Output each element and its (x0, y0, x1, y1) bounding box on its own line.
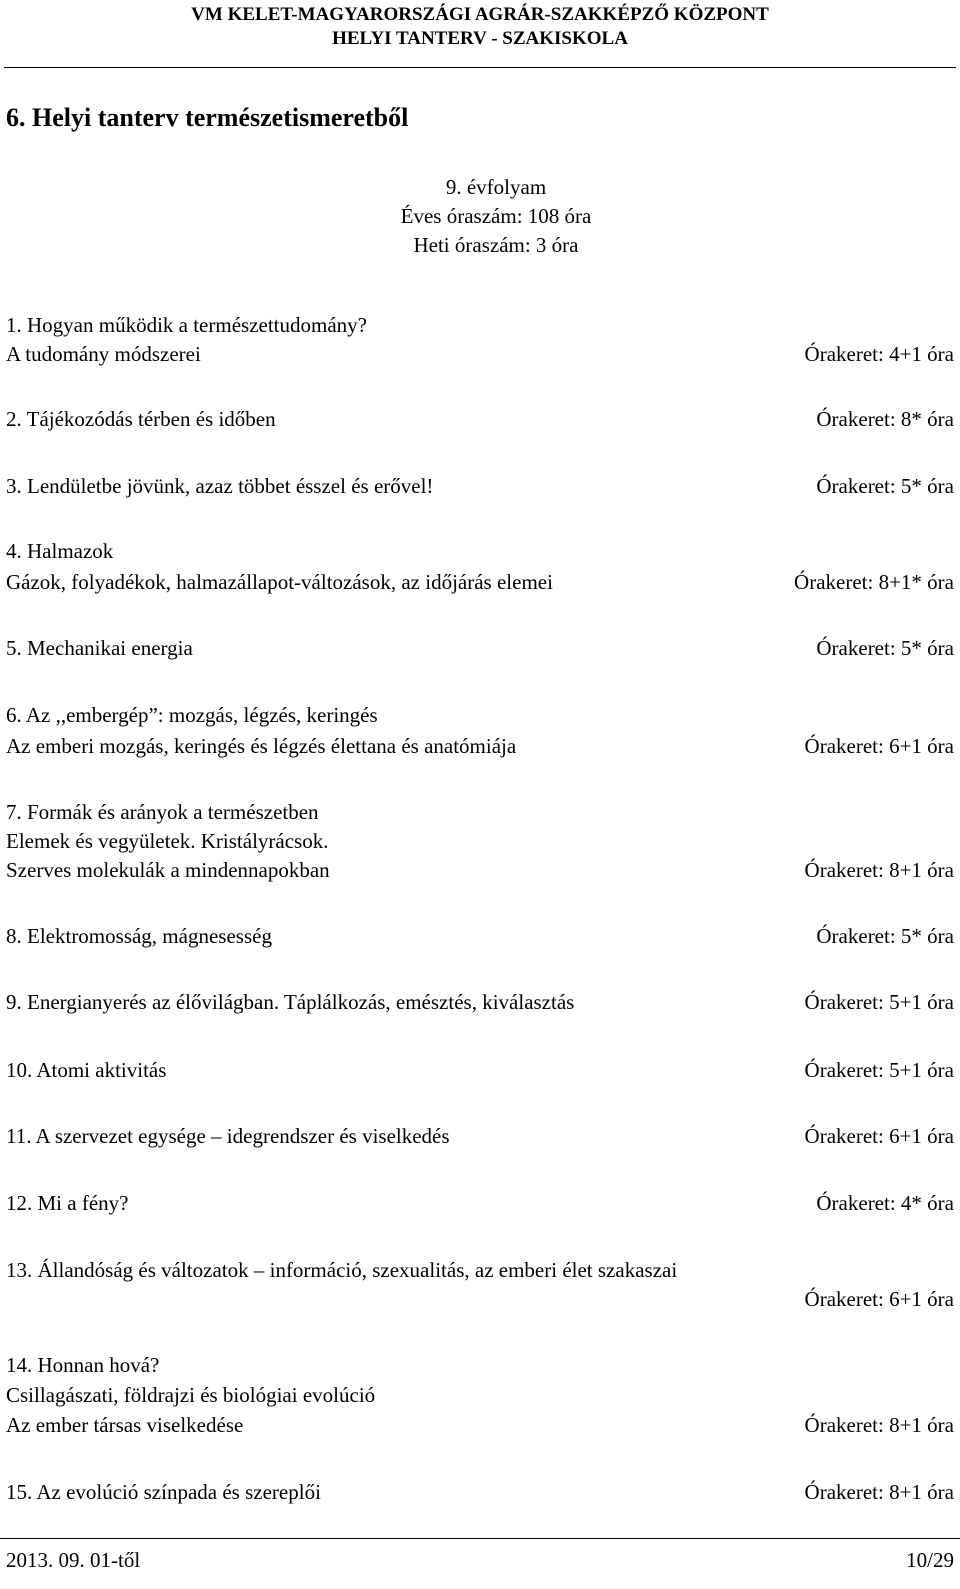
section-title: 6. Helyi tanterv természetismeretből (6, 103, 409, 132)
topic-9-hours: Órakeret: 5+1 óra (804, 990, 954, 1014)
topic-11-title: 11. A szervezet egysége – idegrendszer és viselkedés (6, 1124, 450, 1148)
grade-weekly-hours: Heti óraszám: 3 óra (413, 233, 579, 257)
topic-13-title: 13. Állandóság és változatok – információ, szexualitás, az emberi élet szakaszai (6, 1258, 678, 1282)
topic-4-title: 4. Halmazok (6, 539, 114, 563)
topic-14-hours: Órakeret: 8+1 óra (804, 1413, 954, 1437)
footer-date: 2013. 09. 01-től (6, 1548, 141, 1572)
topic-11-hours: Órakeret: 6+1 óra (804, 1124, 954, 1148)
topic-1-title: 1. Hogyan működik a természettudomány? (6, 313, 367, 337)
topic-7-subtitle: Elemek és vegyületek. Kristályrácsok. (6, 829, 329, 853)
topic-6-title: 6. Az ,,embergép”: mozgás, légzés, keringés (6, 703, 378, 727)
footer-divider (0, 1538, 960, 1539)
header-document-type: HELYI TANTERV - SZAKISKOLA (332, 28, 628, 49)
topic-4-hours: Órakeret: 8+1* óra (794, 570, 954, 594)
topic-14-subtitle-2: Az ember társas viselkedése (6, 1413, 244, 1437)
topic-2-title: 2. Tájékozódás térben és időben (6, 407, 276, 431)
topic-8-hours: Órakeret: 5* óra (816, 924, 954, 948)
topic-3-hours: Órakeret: 5* óra (816, 474, 954, 498)
topic-1-subtitle: A tudomány módszerei (6, 342, 201, 366)
header-divider (4, 67, 956, 68)
topic-12-title: 12. Mi a fény? (6, 1191, 129, 1215)
topic-4-subtitle: Gázok, folyadékok, halmazállapot-változások, az időjárás elemei (6, 570, 553, 594)
topic-5-hours: Órakeret: 5* óra (816, 636, 954, 660)
header-institution: VM KELET-MAGYARORSZÁGI AGRÁR-SZAKKÉPZŐ KÖZPONT (191, 4, 769, 25)
topic-15-hours: Órakeret: 8+1 óra (804, 1480, 954, 1504)
topic-10-hours: Órakeret: 5+1 óra (804, 1058, 954, 1082)
topic-12-hours: Órakeret: 4* óra (816, 1191, 954, 1215)
topic-6-hours: Órakeret: 6+1 óra (804, 734, 954, 758)
topic-15-title: 15. Az evolúció színpada és szereplői (6, 1480, 321, 1504)
grade-year: 9. évfolyam (445, 175, 547, 199)
topic-2-hours: Órakeret: 8* óra (816, 407, 954, 431)
topic-6-subtitle: Az emberi mozgás, keringés és légzés élettana és anatómiája (6, 734, 517, 758)
topic-13-hours: Órakeret: 6+1 óra (804, 1287, 954, 1311)
topic-5-title: 5. Mechanikai energia (6, 636, 193, 660)
topic-14-title: 14. Honnan hová? (6, 1353, 160, 1377)
topic-10-title: 10. Atomi aktivitás (6, 1058, 167, 1082)
topic-7-title: 7. Formák és arányok a természetben (6, 800, 319, 824)
topic-1-hours: Órakeret: 4+1 óra (804, 342, 954, 366)
topic-14-subtitle: Csillagászati, földrajzi és biológiai evolúció (6, 1383, 376, 1407)
grade-annual-hours: Éves óraszám: 108 óra (400, 204, 592, 228)
footer-page-number: 10/29 (906, 1548, 954, 1572)
topic-7-subtitle-2: Szerves molekulák a mindennapokban (6, 858, 330, 882)
topic-8-title: 8. Elektromosság, mágnesesség (6, 924, 272, 948)
topic-7-hours: Órakeret: 8+1 óra (804, 858, 954, 882)
topic-3-title: 3. Lendületbe jövünk, azaz többet ésszel és erővel! (6, 474, 434, 498)
topic-9-title: 9. Energianyerés az élővilágban. Táplálkozás, emésztés, kiválasztás (6, 990, 575, 1014)
